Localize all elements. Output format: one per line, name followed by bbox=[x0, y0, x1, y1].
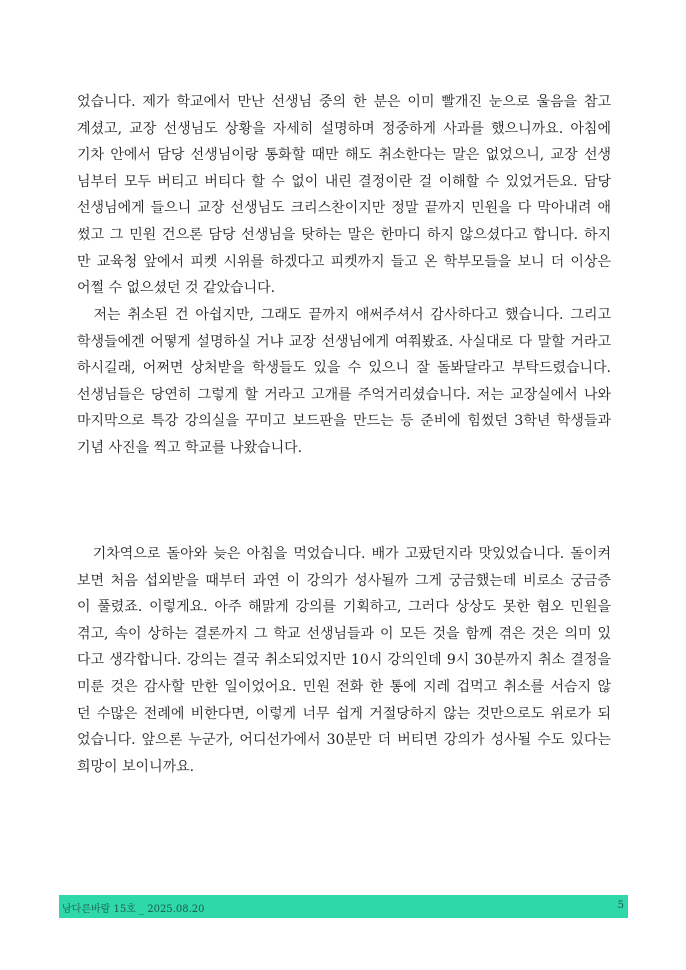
text-line: 다고 생각합니다. 강의는 결국 취소되었지만 10시 강의인데 9시 30분까지 취소 결정을 bbox=[77, 652, 611, 669]
text-line: 이 풀렸죠. 이렇게요. 아주 해맑게 강의를 기획하고, 그러다 상상도 못한 혐오 민원을 bbox=[77, 599, 611, 616]
page-number: 5 bbox=[617, 900, 624, 911]
text-line: 보면 처음 섭외받을 때부터 과연 이 강의가 성사될까 그게 궁금했는데 비로소 궁금증 bbox=[77, 572, 611, 589]
text-line: 었습니다. 앞으론 누군가, 어디선가에서 30분만 더 버티면 강의가 성사될 수도 있다는 bbox=[77, 732, 611, 749]
text-line: 썼고 그 민원 건으론 담당 선생님을 탓하는 말은 한마디 하지 않으셨다고 합니다. 하지 bbox=[77, 226, 611, 243]
text-line: 었습니다. 제가 학교에서 만난 선생님 중의 한 분은 이미 빨개진 눈으로 울음을 참고 bbox=[77, 94, 611, 110]
text-line: 기념 사진을 찍고 학교를 나왔습니다. bbox=[77, 439, 303, 456]
text-line: 미룬 것은 감사할 만한 일이었어요. 민원 전화 한 통에 지레 겁먹고 취소를 서슴지 않 bbox=[77, 678, 611, 695]
text-line: 희망이 보이니까요. bbox=[77, 758, 195, 775]
text-line: 님부터 모두 버티고 버티다 할 수 없이 내린 결정이란 걸 이해할 수 있었거든요. 담당 bbox=[77, 173, 611, 190]
page-footer bbox=[59, 895, 628, 918]
paragraph-2 bbox=[77, 302, 611, 462]
paragraph-3 bbox=[77, 541, 611, 780]
text-line: 하시길래, 어쩌면 상처받을 학생들도 있을 수 있으니 잘 돌봐달라고 부탁드렸습니다. bbox=[77, 360, 611, 377]
text-line: 겪고, 속이 상하는 결론까지 그 학교 선생님들과 이 모든 것을 함께 겪은 것은 의미 있 bbox=[77, 625, 611, 642]
text-line: 계셨고, 교장 선생님도 상황을 자세히 설명하며 정중하게 사과를 했으니까요. 아침에 bbox=[77, 120, 611, 137]
text-line: 학생들에겐 어떻게 설명하실 거냐 교장 선생님에게 여쭤봤죠. 사실대로 다 말할 거라고 bbox=[77, 333, 611, 350]
text-line: 기차 안에서 담당 선생님이랑 통화할 때만 해도 취소한다는 말은 없었으니, 교장 선생 bbox=[77, 147, 611, 164]
text-line: 만 교육청 앞에서 피켓 시위를 하겠다고 피켓까지 들고 온 학부모들을 보니 더 이상은 bbox=[77, 253, 611, 270]
text-line: 저는 취소된 건 아쉽지만, 그래도 끝까지 애써주셔서 감사하다고 했습니다. 그리고 bbox=[77, 307, 611, 323]
text-line: 기차역으로 돌아와 늦은 아침을 먹었습니다. 배가 고팠던지라 맛있었습니다. 돌이켜 bbox=[77, 546, 611, 562]
paragraph-1 bbox=[77, 89, 611, 302]
text-line: 어쩔 수 없으셨던 것 같았습니다. bbox=[77, 280, 276, 297]
text-line: 선생님에게 들으니 교장 선생님도 크리스찬이지만 정말 끝까지 민원을 다 막아내려 애 bbox=[77, 200, 611, 217]
text-line: 마지막으로 특강 강의실을 꾸미고 보드판을 만드는 등 준비에 힘썼던 3학년 학생들과 bbox=[77, 413, 611, 430]
text-line: 선생님들은 당연히 그렇게 할 거라고 고개를 주억거리셨습니다. 저는 교장실에서 나와 bbox=[77, 386, 611, 403]
publication-info: 남다른바람 15호 _ 2025.08.20 bbox=[62, 904, 205, 915]
text-line: 던 수많은 전례에 비한다면, 이렇게 너무 쉽게 거절당하지 않는 것만으로도 위로가 되 bbox=[77, 705, 611, 722]
